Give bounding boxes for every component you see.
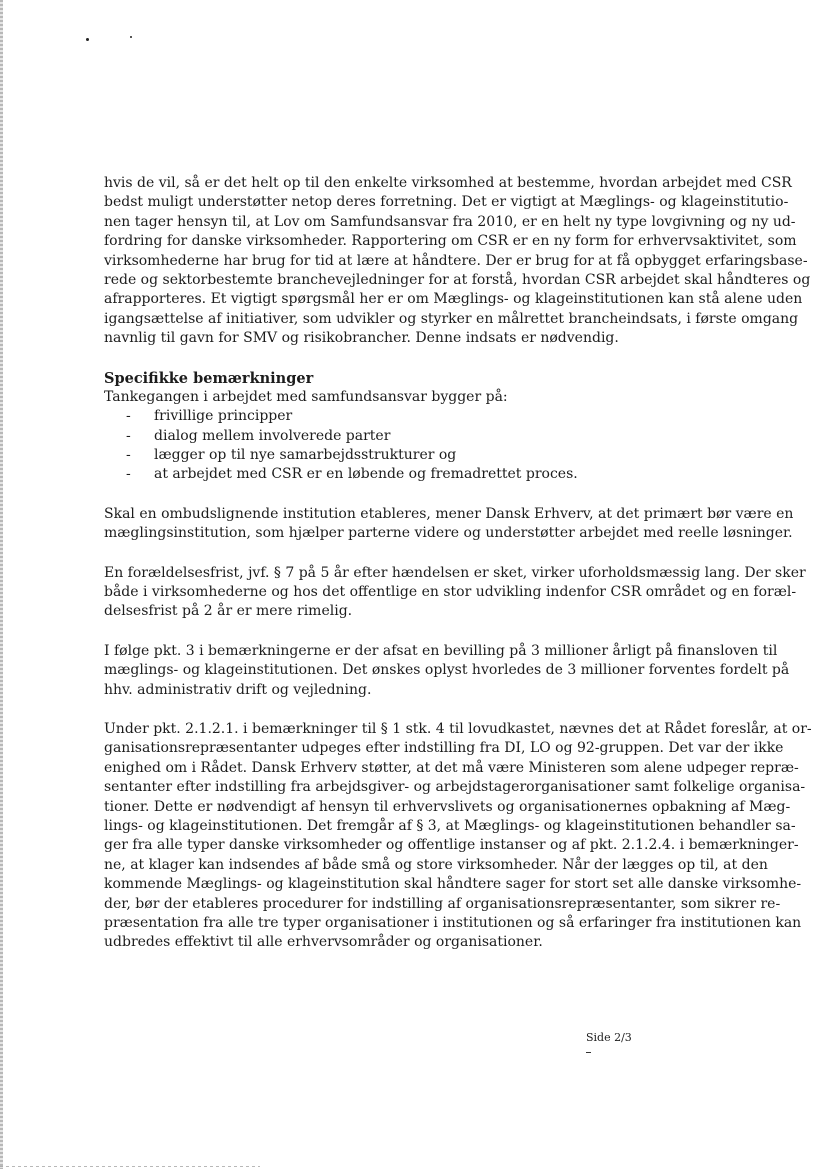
- text-line: tioner. Dette er nødvendigt af hensyn til erhvervslivets og organisationernes opbakning af Mæg-: [104, 798, 791, 815]
- scan-speck: [86, 38, 89, 41]
- text-line: udbredes effektivt til alle erhvervsområder og organisationer.: [104, 934, 543, 951]
- paragraph-ombudsman: [104, 505, 794, 544]
- text-line: mæglings- og klageinstitutionen. Det ønskes oplyst hvorledes de 3 millioner forventes fordelt på: [104, 662, 790, 679]
- text-line: bedst muligt understøtter netop deres forretning. Det er vigtigt at Mæglings- og klageinstitutio-: [104, 194, 789, 211]
- text-line: hhv. administrativ drift og vejledning.: [104, 681, 372, 698]
- text-line: kommende Mæglings- og klageinstitution skal håndtere sager for stort set alle danske virksomhe-: [104, 876, 802, 893]
- text-line: navnlig til gavn for SMV og risikobrancher. Denne indsats er nødvendig.: [104, 330, 619, 347]
- list-item: [104, 407, 744, 426]
- section-intro: Tankegangen i arbejdet med samfundsansvar bygger på:: [104, 388, 508, 405]
- text-line: delsesfrist på 2 år er mere rimelig.: [104, 603, 353, 620]
- text-line: En forældelsesfrist, jvf. § 7 på 5 år efter hændelsen er sket, virker uforholdsmæssig lang. Der sker: [104, 564, 806, 581]
- list-item: [104, 465, 744, 484]
- scan-speck: [130, 36, 132, 38]
- document-body: [104, 174, 812, 973]
- text-line: både i virksomhederne og hos det offentlige en stor udvikling indenfor CSR området og en foræl-: [104, 584, 797, 601]
- scan-bottom-artifact: [0, 1166, 260, 1167]
- bullet-marker: -: [126, 427, 131, 444]
- text-line: rede og sektorbestemte branchevejledninger for at forstå, hvordan CSR arbejdet skal håndteres og: [104, 271, 811, 288]
- section-heading: Specifikke bemærkninger: [104, 369, 314, 387]
- text-line: nen tager hensyn til, at Lov om Samfundsansvar fra 2010, er en helt ny type lovgivning og ny ud-: [104, 213, 796, 230]
- text-line: ger fra alle typer danske virksomheder og offentlige instanser og af pkt. 2.1.2.4. i bemærkninger-: [104, 837, 799, 854]
- section-specific-remarks: [104, 369, 744, 485]
- text-line: ganisationsrepræsentanter udpeges efter indstilling fra DI, LO og 92-gruppen. Det var der ikke: [104, 740, 784, 757]
- paragraph-csr-intro: [104, 174, 811, 349]
- paragraph-representatives: [104, 720, 812, 953]
- list-item-text: at arbejdet med CSR er en løbende og fremadrettet proces.: [154, 466, 578, 483]
- text-line: Under pkt. 2.1.2.1. i bemærkninger til § 1 stk. 4 til lovudkastet, nævnes det at Rådet foreslår, at or-: [104, 721, 812, 737]
- list-item: [104, 446, 744, 465]
- footer-mark: [586, 1052, 591, 1053]
- text-line: I følge pkt. 3 i bemærkningerne er der afsat en bevilling på 3 millioner årligt på finansloven til: [104, 642, 778, 659]
- text-line: fordring for danske virksomheder. Rapportering om CSR er en ny form for erhvervsaktivitet, som: [104, 233, 797, 250]
- text-line: der, bør der etableres procedurer for indstilling af organisationsrepræsentanter, som sikrer re-: [104, 895, 781, 912]
- list-item-text: dialog mellem involverede parter: [154, 427, 391, 444]
- text-line: præsentation fra alle tre typer organisationer i institutionen og så erfaringer fra institutionen kan: [104, 914, 802, 931]
- paragraph-funding: [104, 642, 790, 700]
- text-line: lings- og klageinstitutionen. Det fremgår af § 3, at Mæglings- og klageinstitutionen behandler sa-: [104, 817, 796, 834]
- text-line: mæglingsinstitution, som hjælper parterne videre og understøtter arbejdet med reelle løsninger.: [104, 525, 793, 542]
- paragraph-limitation-period: [104, 564, 806, 622]
- page-number: Side 2/3: [586, 1031, 632, 1044]
- list-item-text: lægger op til nye samarbejdsstrukturer og: [154, 447, 457, 464]
- text-line: afrapporteres. Et vigtigt spørgsmål her er om Mæglings- og klageinstitutionen kan stå alene uden: [104, 291, 803, 308]
- bullet-marker: -: [126, 447, 131, 464]
- text-line: enighed om i Rådet. Dansk Erhverv støtter, at det må være Ministeren som alene udpeger repræ-: [104, 759, 799, 776]
- text-line: ne, at klager kan indsendes af både små og store virksomheder. Når der lægges op til, at den: [104, 856, 768, 873]
- text-line: virksomhederne har brug for tid at lære at håndtere. Der er brug for at få opbygget erfaringsbase-: [104, 252, 808, 269]
- bullet-list: [104, 407, 744, 485]
- bullet-marker: -: [126, 466, 131, 483]
- bullet-marker: -: [126, 408, 131, 425]
- list-item: [104, 427, 744, 446]
- text-line: sentanter efter indstilling fra arbejdsgiver- og arbejdstagerorganisationer samt folkelige organisa-: [104, 779, 806, 796]
- list-item-text: frivillige principper: [154, 408, 293, 425]
- text-line: igangsættelse af initiativer, som udvikler og styrker en målrettet brancheindsats, i første omgang: [104, 310, 799, 327]
- text-line: hvis de vil, så er det helt op til den enkelte virksomhed at bestemme, hvordan arbejdet med CSR: [104, 175, 792, 191]
- text-line: Skal en ombudslignende institution etableres, mener Dansk Erhverv, at det primært bør være en: [104, 505, 794, 522]
- scan-edge-artifact: [0, 0, 3, 1169]
